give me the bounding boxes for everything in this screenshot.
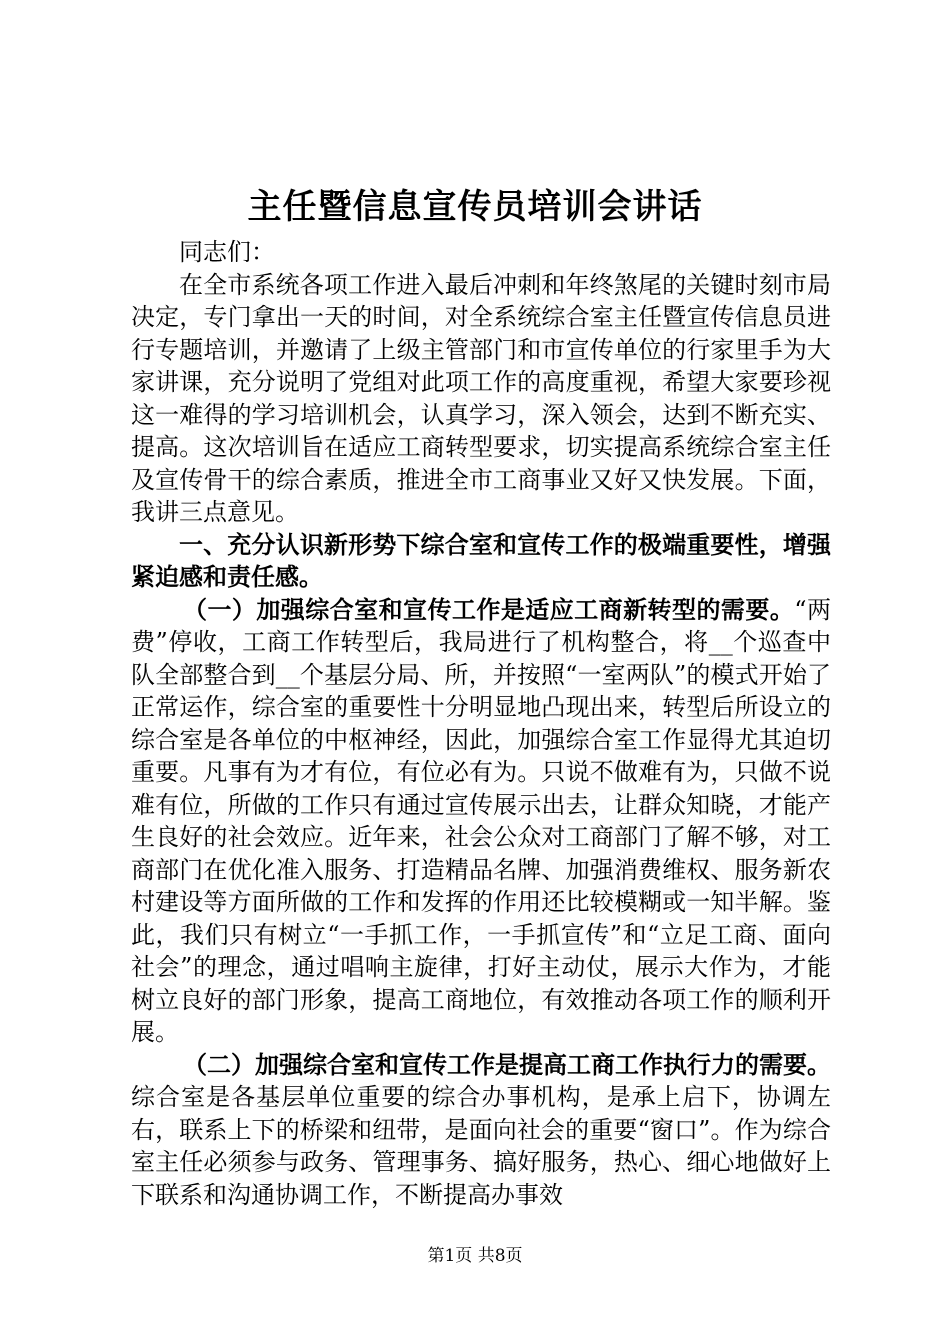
subsection-2-text: 综合室是各基层单位重要的综合办事机构，是承上启下，协调左右，联系上下的桥梁和纽带，是面向社会的重要“窗口”。作为综合室主任必须参与政务、管理事务、搞好服务，热心、细心地做好上下联系和沟通协调工作，不断提高办事效 bbox=[131, 1083, 831, 1209]
subsection-1-heading: （一）加强综合室和宣传工作是适应工商新转型的需要。 bbox=[183, 594, 795, 624]
subsection-2-paragraph bbox=[131, 1049, 831, 1212]
subsection-2-heading: （二）加强综合室和宣传工作是提高工商工作执行力的需要。 bbox=[183, 1049, 831, 1079]
subsection-1-text: “两费”停收，工商工作转型后，我局进行了机构整合，将__个巡查中队全部整合到__个基层分局、所，并按照“一室两队”的模式开始了正常运作，综合室的重要性十分明显地凸现出来，转型后所设立的综合室是各单位的中枢神经，因此，加强综合室工作显得尤其迫切重要。凡事有为才有位，有位必有为。只说不做难有为，只做不说难有位，所做的工作只有通过宣传展示出去，让群众知晓，才能产生良好的社会效应。近年来，社会公众对工商部门了解不够，对工商部门在优化准入服务、打造精品名牌、加强消费维权、服务新农村建设等方面所做的工作和发挥的作用还比较模糊或一知半解。鉴此，我们只有树立“一手抓工作，一手抓宣传”和“立足工商、面向社会”的理念，通过唱响主旋律，打好主动仗，展示大作为，才能树立良好的部门形象，提高工商地位，有效推动各项工作的顺利开展。 bbox=[131, 595, 832, 1046]
document-body bbox=[131, 236, 831, 1211]
page-footer: 第1页 共8页 bbox=[427, 1246, 523, 1266]
section-1-heading: 一、充分认识新形势下综合室和宣传工作的极端重要性，增强紧迫感和责任感。 bbox=[131, 529, 831, 591]
document-title: 主任暨信息宣传员培训会讲话 bbox=[247, 187, 703, 227]
intro-paragraph: 在全市系统各项工作进入最后冲刺和年终煞尾的关键时刻市局决定，专门拿出一天的时间，对全系统综合室主任暨宣传信息员进行专题培训，并邀请了上级主管部门和市宣传单位的行家里手为大家讲课，充分说明了党组对此项工作的高度重视，希望大家要珍视这一难得的学习培训机会，认真学习，深入领会，达到不断充实、提高。这次培训旨在适应工商转型要求，切实提高系统综合室主任及宣传骨干的综合素质，推进全市工商事业又好又快发展。下面，我讲三点意见。 bbox=[131, 270, 831, 526]
subsection-1-paragraph bbox=[131, 594, 831, 1049]
salutation: 同志们： bbox=[179, 238, 275, 266]
